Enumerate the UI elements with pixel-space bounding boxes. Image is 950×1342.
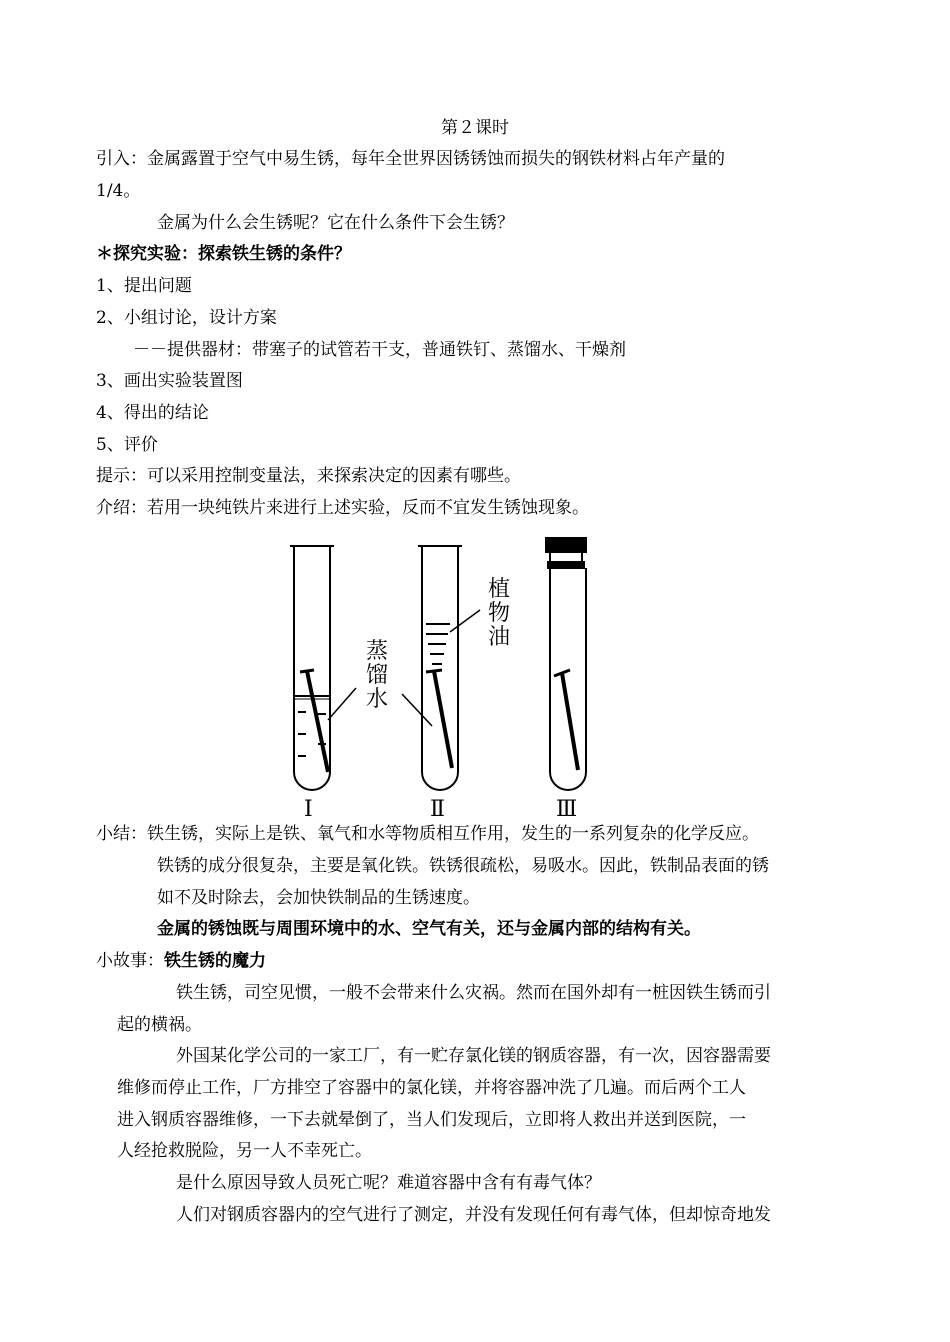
test-tube-2 [402,546,480,790]
summary-line-1: 小结：铁生锈，实际上是铁、氧气和水等物质相互作用，发生的一系列复杂的化学反应。 [96,824,759,844]
equipment-list: －－提供器材：带塞子的试管若干支，普通铁钉、蒸馏水、干燥剂 [133,340,626,360]
tube-label-2: Ⅱ [430,797,445,822]
story-p2-line-2: 维修而停止工作，厂方排空了容器中的氯化镁，并将容器冲洗了几遍。而后两个工人 [117,1078,746,1098]
story-p2-line-4: 人经抢救脱险，另一人不幸死亡。 [117,1141,372,1161]
intro-line-2: 1/4。 [96,181,141,201]
summary-line-2: 铁锈的成分很复杂，主要是氧化铁。铁锈很疏松，易吸水。因此，铁制品表面的锈 [157,856,769,876]
page-title: 第２课时 [441,118,509,138]
summary-conclusion: 金属的锈蚀既与周围环境中的水、空气有关，还与金属内部的结构有关。 [157,919,701,939]
step-1: 1、提出问题 [96,276,192,296]
story-p2-line-1: 外国某化学公司的一家工厂，有一贮存氯化镁的钢质容器，有一次，因容器需要 [176,1046,771,1066]
step-3: 3、画出实验装置图 [96,371,243,391]
story-label: 小故事： [96,951,164,971]
water-label-char-3: 水 [366,687,389,712]
oil-label-char-1: 植 [488,577,511,602]
experiment-heading: ＊探究实验：探索铁生锈的条件？ [96,244,351,264]
oil-label-char-2: 物 [488,601,511,626]
test-tube-1 [290,546,356,790]
step-2: 2、小组讨论，设计方案 [96,308,277,328]
story-p2-line-3: 进入钢质容器维修，一下去就晕倒了，当人们发现后，立即将人救出并送到医院，一 [117,1110,746,1130]
test-tube-3 [546,538,586,790]
hint-text: 提示：可以采用控制变量法，来探索决定的因素有哪些。 [96,466,521,486]
story-title: 铁生锈的魔力 [164,951,266,971]
step-5: 5、评价 [96,435,158,455]
summary-line-3: 如不及时除去，会加快铁制品的生锈速度。 [157,888,480,908]
intro-question: 金属为什么会生锈呢？它在什么条件下会生锈？ [157,213,514,233]
tube-label-1: Ⅰ [304,797,313,822]
oil-label-char-3: 油 [488,625,511,650]
intro-line-1: 引入：金属露置于空气中易生锈，每年全世界因锈锈蚀而损失的钢铁材料占年产量的 [96,149,725,169]
story-p4: 人们对钢质容器内的空气进行了测定，并没有发现任何有毒气体，但却惊奇地发 [176,1205,771,1225]
test-tube-diagram [270,536,630,822]
story-p1-line-1: 铁生锈，司空见惯，一般不会带来什么灾祸。然而在国外却有一桩因铁生锈而引 [176,983,771,1003]
step-4: 4、得出的结论 [96,403,209,423]
story-p1-line-2: 起的横祸。 [117,1015,202,1035]
water-label-char-1: 蒸 [366,639,389,664]
story-heading [96,950,266,972]
water-label-char-2: 馏 [366,663,389,688]
note-text: 介绍：若用一块纯铁片来进行上述实验，反而不宜发生锈蚀现象。 [96,498,589,518]
tube-label-3: Ⅲ [556,797,578,822]
story-p3: 是什么原因导致人员死亡呢？难道容器中含有有毒气体？ [176,1173,601,1193]
